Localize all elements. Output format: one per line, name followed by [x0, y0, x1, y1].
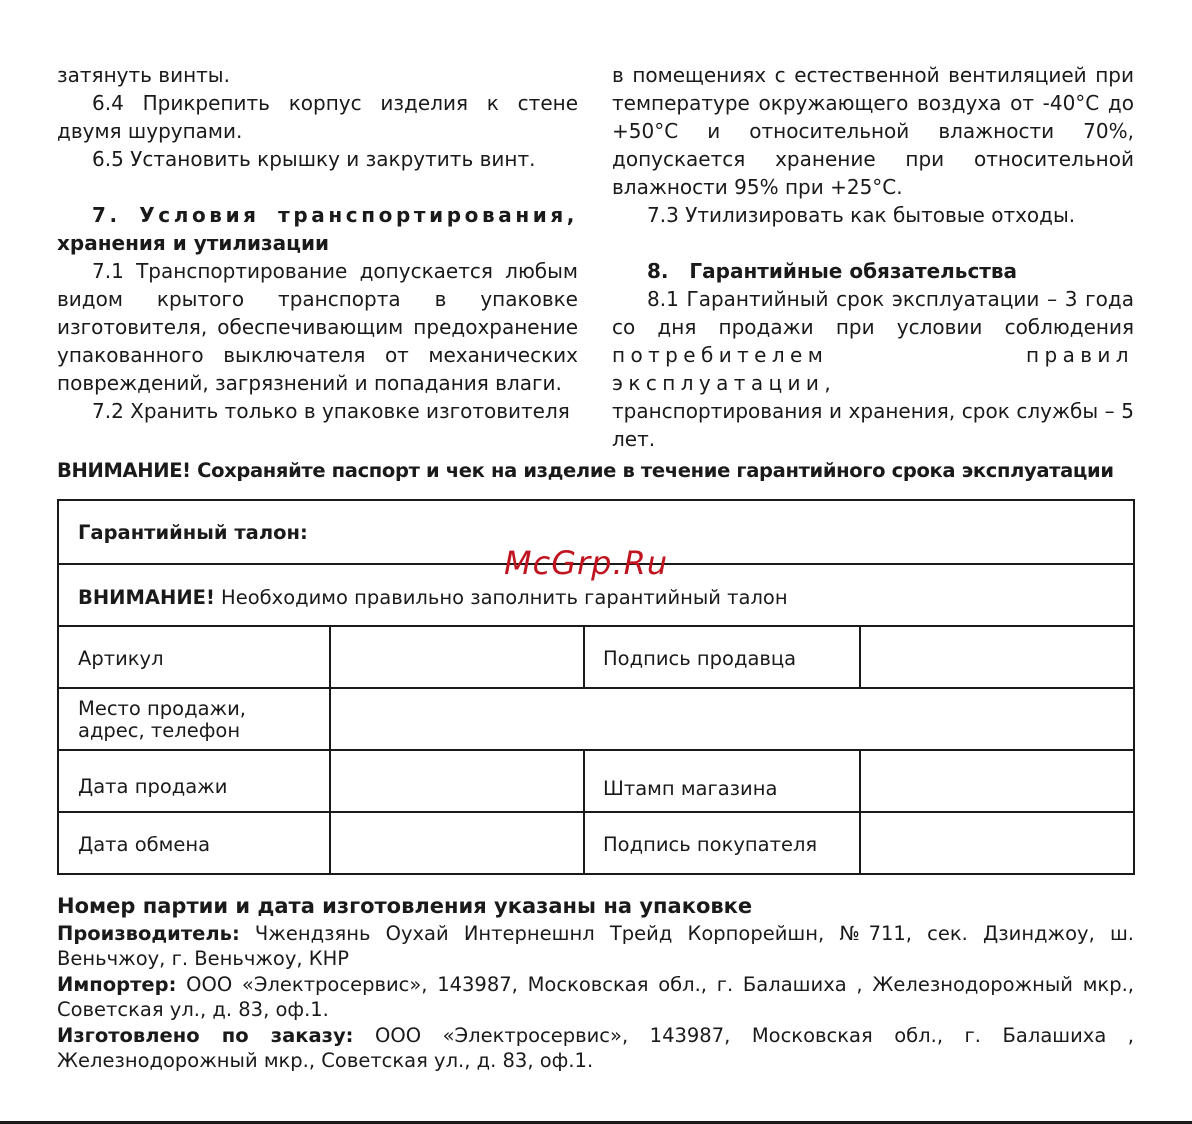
attention-line: ВНИМАНИЕ! Сохраняйте паспорт и чек на изделие в течение гарантийного срока эксплуатации	[57, 459, 1114, 482]
watermark-logo: McGrp.Ru	[504, 544, 669, 582]
divider	[583, 749, 585, 875]
footer	[57, 894, 1134, 1074]
section-7-title-line2: хранения и утилизации	[57, 231, 329, 255]
warranty-notice	[78, 587, 788, 609]
importer-line	[57, 972, 1134, 1023]
instruction-6-5: 6.5 Установить крышку и закрутить винт.	[92, 147, 536, 171]
field-buyer-signature[interactable]	[861, 813, 1133, 873]
notice-text: Необходимо правильно заполнить гарантийный талон	[214, 586, 788, 609]
label-place-line2: адрес, телефон	[78, 719, 241, 742]
spacer	[612, 229, 1134, 257]
label-exchange-date: Дата обмена	[78, 833, 211, 856]
right-column	[612, 61, 1134, 453]
paragraph-8-1-line3: транспортирования и хранения, срок службы – 5 лет.	[612, 399, 1134, 451]
field-seller-signature[interactable]	[861, 627, 1133, 687]
label-sale-date: Дата продажи	[78, 775, 228, 798]
paragraph-7-2-start: 7.2 Хранить только в упаковке изготовителя	[92, 399, 570, 423]
label-shop-stamp: Штамп магазина	[603, 777, 778, 800]
paragraph-7-2-continued: в помещениях с естественной вентиляцией при температуре окружающего воздуха от -40°С до +50°С и относительной влажности 70%, допускается хранение при относительной влажности 95% при +25°С.	[612, 63, 1134, 199]
manufacturer-line	[57, 921, 1134, 972]
paragraph-8-1-line2: потребителем правил эксплуатации,	[612, 343, 1134, 395]
field-shop-stamp[interactable]	[861, 751, 1133, 811]
warranty-card-title: Гарантийный талон:	[78, 521, 308, 544]
section-8-title: 8. Гарантийные обязательства	[647, 259, 1018, 283]
spacer	[57, 173, 578, 201]
field-place-of-sale[interactable]	[331, 689, 1133, 749]
label-buyer-signature: Подпись покупателя	[603, 833, 818, 856]
manufacturer-label: Производитель:	[57, 921, 240, 945]
label-article: Артикул	[78, 647, 164, 670]
ordered-by-text: ООО «Электросервис», 143987, Московская обл., г. Балашиха , Железнодорожный мкр., Советская ул., д. 83, оф.1.	[57, 1023, 1134, 1072]
instruction-6-3-end: затянуть винты.	[57, 63, 230, 87]
importer-text: ООО «Электросервис», 143987, Московская обл., г. Балашиха , Железнодорожный мкр., Советская ул., д. 83, оф.1.	[57, 972, 1134, 1021]
manufacturer-text: Чжендзянь Оухай Интернешнл Трейд Корпорейшн, №711, сек. Дзинджоу, ш. Веньчжоу, г. Веньчжоу, КНР	[57, 921, 1134, 970]
batch-note: Номер партии и дата изготовления указаны на упаковке	[57, 894, 753, 918]
divider	[583, 625, 585, 689]
paragraph-7-3: 7.3 Утилизировать как бытовые отходы.	[647, 203, 1076, 227]
label-seller-signature: Подпись продавца	[603, 647, 797, 670]
field-article[interactable]	[331, 627, 583, 687]
field-exchange-date[interactable]	[331, 813, 583, 873]
instruction-6-4: 6.4 Прикрепить корпус изделия к стене двумя шурупами.	[57, 91, 578, 143]
importer-label: Импортер:	[57, 972, 177, 996]
section-7-title-line1: 7. Условия транспортирования,	[92, 203, 578, 227]
left-column	[57, 61, 578, 425]
paragraph-7-1: 7.1 Транспортирование допускается любым видом крытого транспорта в упаковке изготовителя, обеспечивающим предохранение упакованного выключателя от механических повреждений, загрязнений и попадания влаги.	[57, 259, 578, 395]
field-sale-date[interactable]	[331, 751, 583, 811]
ordered-by-line	[57, 1023, 1134, 1074]
ordered-by-label: Изготовлено по заказу:	[57, 1023, 354, 1047]
label-place-line1: Место продажи,	[78, 697, 246, 720]
paragraph-8-1-line1: 8.1 Гарантийный срок эксплуатации – 3 года со дня продажи при условии соблюдения	[612, 287, 1134, 339]
notice-label: ВНИМАНИЕ!	[78, 586, 215, 609]
